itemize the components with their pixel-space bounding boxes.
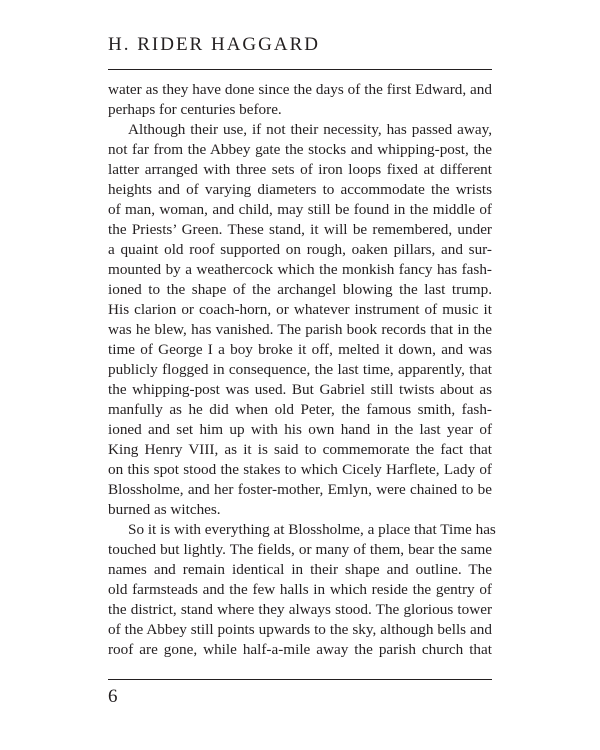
text-line: burned as witches. — [108, 501, 221, 518]
text-line: manfully as he did when old Peter, the famous smith, fash- — [108, 401, 492, 418]
text-line: heights and of varying diameters to accommodate the wrists — [108, 181, 492, 198]
footer-rule — [108, 679, 492, 680]
text-line: of man, woman, and child, may still be found in the middle of — [108, 201, 492, 218]
text-line: His clarion or coach-horn, or whatever instrument of music it — [108, 301, 492, 318]
text-line: on this spot stood the stakes to which Cicely Harflete, Lady of — [108, 461, 492, 478]
text-line: Although their use, if not their necessity, has passed away, — [128, 121, 492, 138]
text-line: time of George I a boy broke it off, melted it down, and was — [108, 341, 492, 358]
text-line: mounted by a weathercock which the monkish fancy has fash- — [108, 261, 492, 278]
text-line: latter arranged with three sets of iron loops fixed at different — [108, 161, 492, 178]
text-line: Blossholme, and her foster-mother, Emlyn, were chained to be — [108, 481, 492, 498]
text-line: a quaint old roof supported on rough, oaken pillars, and sur- — [108, 241, 492, 258]
text-line: names and remain identical in their shape and outline. The — [108, 561, 492, 578]
text-line: the whipping-post was used. But Gabriel still twists about as — [108, 381, 492, 398]
text-line: So it is with everything at Blossholme, a place that Time has — [128, 521, 496, 538]
text-line: publicly flogged in consequence, the last time, apparently, that — [108, 361, 492, 378]
page-number: 6 — [108, 686, 118, 707]
text-line: of the Abbey still points upwards to the sky, although bells and — [108, 621, 492, 638]
text-line: ioned to the shape of the archangel blowing the last trump. — [108, 281, 492, 298]
running-head-author: H. RIDER HAGGARD — [108, 34, 320, 55]
text-line: old farmsteads and the few halls in which reside the gentry of — [108, 581, 492, 598]
text-line: roof are gone, while half-a-mile away the parish church that — [108, 641, 492, 658]
text-line: the Priests’ Green. These stand, it will be remembered, under — [108, 221, 492, 238]
body-text — [108, 80, 496, 660]
text-line: not far from the Abbey gate the stocks and whipping-post, the — [108, 141, 492, 158]
text-line: touched but lightly. The fields, or many of them, bear the same — [108, 541, 492, 558]
text-line: King Henry VIII, as it is said to commemorate the fact that — [108, 441, 492, 458]
text-line: was he blew, has vanished. The parish book records that in the — [108, 321, 492, 338]
text-line: ioned and set him up with his own hand in the last year of — [108, 421, 492, 438]
text-line: perhaps for centuries before. — [108, 101, 282, 118]
text-line: the district, stand where they always stood. The glorious tower — [108, 601, 492, 618]
header-rule — [108, 69, 492, 70]
text-line: water as they have done since the days of the first Edward, and — [108, 81, 492, 98]
